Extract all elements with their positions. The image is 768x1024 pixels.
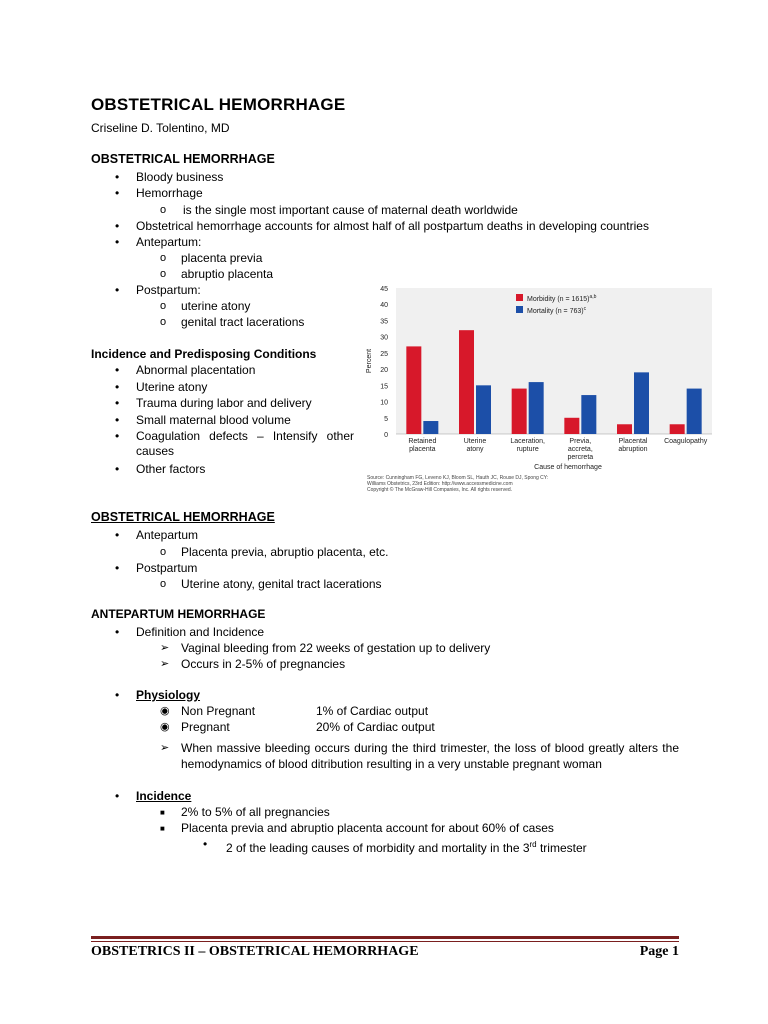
- square-bullet-icon: ■: [160, 824, 165, 833]
- bullet-item: •: [115, 235, 120, 249]
- sub-bullet: o: [160, 578, 167, 590]
- section2-heading: Incidence and Predisposing Conditions: [91, 347, 317, 361]
- list-value: 1% of Cardiac output: [316, 704, 429, 718]
- x-tick-label: Placental: [618, 438, 648, 445]
- legend-superscript: a,b: [589, 294, 597, 300]
- x-tick-label: abruption: [618, 446, 648, 453]
- list-item: Abnormal placentation: [136, 363, 256, 377]
- bullet-item: •: [115, 528, 120, 542]
- sub-bullet: o: [160, 252, 167, 264]
- bullet-item: •: [115, 186, 120, 200]
- physiology-label: Physiology: [136, 688, 201, 702]
- bar-mortality: [687, 389, 702, 434]
- sub-bullet: o: [160, 300, 167, 312]
- hemorrhage-bar-chart: [362, 282, 718, 472]
- radio-bullet-icon: ◉: [160, 721, 170, 733]
- y-tick-label: 5: [384, 415, 388, 423]
- chart-source-line: Copyright © The McGraw-Hill Companies, Inc. All rights reserved.: [367, 487, 513, 493]
- section4-heading: ANTEPARTUM HEMORRHAGE: [91, 607, 266, 621]
- list-item: Other factors: [136, 462, 206, 476]
- radio-bullet-icon: ◉: [160, 705, 170, 717]
- bullet-item: •: [115, 462, 120, 476]
- chart-source-line: Williams Obstetrics, 23rd Edition: http://www.accessmedicine.com: [367, 481, 513, 487]
- square-bullet-icon: ■: [160, 808, 165, 817]
- x-axis-label: Cause of hemorrhage: [534, 464, 602, 471]
- footer-rule: [91, 936, 679, 939]
- list-item: Uterine atony, genital tract lacerations: [181, 577, 382, 591]
- list-item: Postpartum: [136, 561, 198, 575]
- list-item: Postpartum:: [136, 283, 201, 297]
- chart-source: [367, 475, 667, 493]
- list-item: Hemorrhage: [136, 186, 203, 200]
- bar-morbidity: [512, 389, 527, 434]
- list-item: is the single most important cause of maternal death worldwide: [183, 203, 518, 217]
- y-tick-label: 20: [380, 367, 388, 375]
- section3-heading: OBSTETRICAL HEMORRHAGE: [91, 510, 275, 524]
- incidence-label: Incidence: [136, 789, 192, 803]
- bar-mortality: [423, 421, 438, 434]
- page-number: Page 1: [639, 944, 679, 959]
- legend-swatch: [516, 294, 523, 301]
- bullet-item: •: [115, 283, 120, 297]
- x-tick-label: Laceration,: [510, 438, 545, 445]
- y-tick-label: 25: [380, 350, 388, 358]
- y-tick-label: 35: [380, 318, 388, 326]
- x-tick-label: atony: [466, 446, 484, 453]
- sub-bullet: o: [160, 268, 167, 280]
- y-tick-label: 45: [380, 286, 388, 293]
- x-tick-label: percreta: [567, 454, 594, 461]
- author-line: Criseline D. Tolentino, MD: [91, 121, 230, 135]
- bullet-item: •: [115, 396, 120, 410]
- bar-mortality: [581, 395, 596, 434]
- incidence-sub-text-end: trimester: [536, 841, 587, 855]
- y-tick-label: 40: [380, 302, 388, 310]
- list-item: Small maternal blood volume: [136, 413, 291, 427]
- list-item: placenta previa: [181, 251, 263, 265]
- bullet-item: •: [115, 219, 120, 233]
- footer-title: OBSTETRICS II – OBSTETRICAL HEMORRHAGE: [91, 944, 419, 959]
- arrow-bullet-icon: ➢: [160, 742, 170, 754]
- list-item: Pregnant: [181, 720, 230, 734]
- bullet-item: •: [203, 837, 208, 851]
- list-item: Placenta previa and abruptio placenta account for about 60% of cases: [181, 821, 554, 835]
- bar-mortality: [476, 385, 491, 434]
- bar-morbidity: [564, 418, 579, 434]
- legend-swatch: [516, 306, 523, 313]
- y-tick-label: 15: [380, 383, 388, 391]
- bar-mortality: [634, 372, 649, 434]
- bullet-item: •: [115, 625, 120, 639]
- footer-rule-thin: [91, 941, 679, 942]
- list-item: Antepartum:: [136, 235, 202, 249]
- list-item: genital tract lacerations: [181, 315, 305, 329]
- y-axis-label: Percent: [366, 348, 373, 374]
- bullet-item: •: [115, 429, 120, 443]
- legend-label: Morbidity (n = 1615)$^{a,b}$: [527, 294, 597, 303]
- list-item: uterine atony: [181, 299, 251, 313]
- x-tick-label: Previa,: [569, 438, 592, 445]
- incidence-sub-text: 2 of the leading causes of morbidity and mortality in the 3: [226, 841, 530, 855]
- arrow-bullet-icon: ➢: [160, 642, 170, 654]
- bar-morbidity: [617, 424, 632, 434]
- bullet-item: •: [115, 561, 120, 575]
- y-tick-label: 30: [380, 334, 388, 342]
- bar-morbidity: [459, 330, 474, 434]
- x-tick-label: accreta,: [567, 446, 593, 453]
- list-value: 20% of Cardiac output: [316, 720, 435, 734]
- bar-mortality: [529, 382, 544, 434]
- list-item: [226, 837, 587, 856]
- list-item: Occurs in 2-5% of pregnancies: [181, 657, 346, 671]
- x-tick-label: Uterine: [463, 438, 487, 445]
- chart-source-line: Source: Cunningham FG, Leveno KJ, Bloom SL, Hauth JC, Rouse DJ, Spong CY:: [367, 475, 549, 481]
- bar-morbidity: [670, 424, 685, 434]
- list-item: Antepartum: [136, 528, 199, 542]
- bullet-item: •: [115, 170, 120, 184]
- list-item: Obstetrical hemorrhage accounts for almost half of all postpartum deaths in developing countries: [136, 219, 649, 233]
- document-title: OBSTETRICAL HEMORRHAGE: [91, 95, 346, 114]
- list-item: Coagulation defects – Intensify other causes: [136, 429, 354, 458]
- list-item: Placenta previa, abruptio placenta, etc.: [181, 545, 389, 559]
- x-tick-label: placenta: [409, 446, 436, 453]
- bullet-item: •: [115, 380, 120, 394]
- list-item: 2% to 5% of all pregnancies: [181, 805, 330, 819]
- arrow-bullet-icon: ➢: [160, 658, 170, 670]
- x-tick-label: rupture: [516, 446, 539, 453]
- bar-morbidity: [406, 346, 421, 434]
- section1-heading: OBSTETRICAL HEMORRHAGE: [91, 152, 275, 166]
- legend-superscript: c: [583, 306, 587, 312]
- list-item: Definition and Incidence: [136, 625, 265, 639]
- sub-bullet: o: [160, 316, 167, 328]
- y-tick-label: 10: [380, 399, 388, 407]
- list-item: abruptio placenta: [181, 267, 274, 281]
- bullet-item: •: [115, 413, 120, 427]
- list-item: Vaginal bleeding from 22 weeks of gestation up to delivery: [181, 641, 491, 655]
- y-tick-label: 0: [384, 432, 388, 439]
- list-item: Bloody business: [136, 170, 224, 184]
- x-tick-label: Retained: [408, 438, 437, 445]
- sub-bullet: o: [160, 204, 167, 216]
- list-item: Uterine atony: [136, 380, 208, 394]
- superscript: rd: [529, 840, 537, 849]
- list-item: When massive bleeding occurs during the third trimester, the loss of blood greatly alters the hemodynamics of blood ditribution resulting in a very unstable pregnant woman: [181, 741, 679, 771]
- x-tick-label: Coagulopathy: [664, 438, 708, 445]
- legend-label: Mortality (n = 763)$^c$: [527, 306, 587, 315]
- list-item: Non Pregnant: [181, 704, 256, 718]
- list-item: Trauma during labor and delivery: [136, 396, 312, 410]
- sub-bullet: o: [160, 546, 167, 558]
- bullet-item: •: [115, 688, 120, 702]
- bullet-item: •: [115, 789, 120, 803]
- bullet-item: •: [115, 363, 120, 377]
